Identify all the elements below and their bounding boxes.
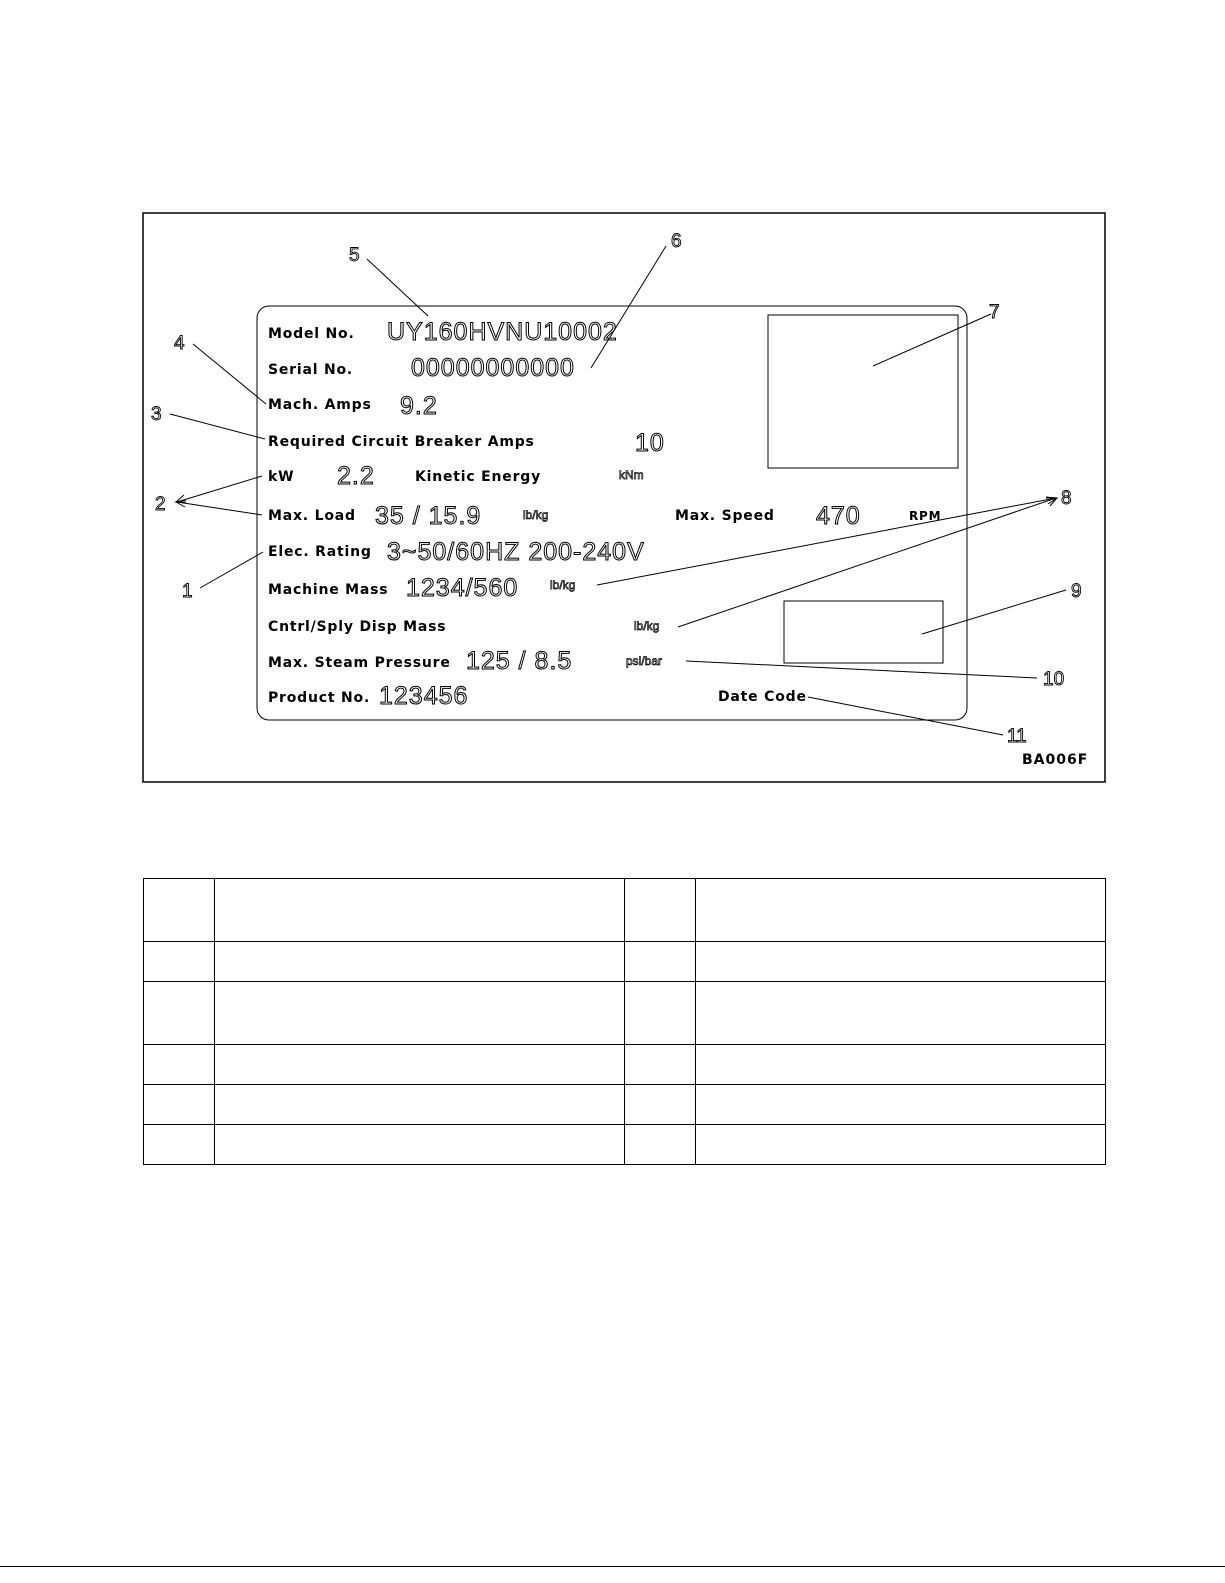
legend-item-number-cell [625, 1125, 696, 1165]
leader-1 [200, 552, 263, 588]
mach-amps-value: 9.2 [400, 392, 438, 420]
legend-item-description-cell [696, 1045, 1106, 1085]
callout-9: 9 [1071, 581, 1082, 602]
legend-item-description-cell [215, 1085, 625, 1125]
table-row [144, 982, 1106, 1045]
footer-rule [0, 1566, 1225, 1567]
product-value: 123456 [379, 682, 469, 710]
approval-box [784, 601, 943, 663]
breaker-label: Required Circuit Breaker Amps [268, 434, 535, 450]
legend-item-number-cell [625, 1045, 696, 1085]
legend-item-number-cell [144, 1085, 215, 1125]
logo-box [768, 315, 958, 468]
cntrl-mass-unit: lb/kg [634, 619, 660, 633]
table-row [144, 879, 1106, 942]
kinetic-energy-label: Kinetic Energy [415, 469, 542, 485]
legend-item-description-cell [215, 1125, 625, 1165]
leader-11 [808, 697, 1003, 735]
model-label: Model No. [268, 326, 355, 342]
legend-item-description-cell [696, 1085, 1106, 1125]
cntrl-mass-label: Cntrl/Sply Disp Mass [268, 619, 447, 635]
legend-item-description-cell [696, 942, 1106, 982]
legend-item-description-cell [215, 879, 625, 942]
date-code-label: Date Code [718, 689, 807, 705]
max-speed-unit: RPM [909, 509, 942, 523]
max-load-unit: lb/kg [523, 508, 549, 522]
figure-id: BA006F [1022, 752, 1089, 768]
steam-pressure-label: Max. Steam Pressure [268, 655, 451, 671]
elec-rating-label: Elec. Rating [268, 544, 372, 560]
steam-pressure-unit: psi/bar [626, 654, 663, 668]
leader-3 [170, 414, 265, 439]
max-load-label: Max. Load [268, 508, 356, 524]
table-row [144, 1125, 1106, 1165]
legend-item-number-cell [625, 942, 696, 982]
max-speed-label: Max. Speed [675, 508, 775, 524]
kw-label: kW [268, 469, 295, 485]
legend-item-number-cell [144, 1045, 215, 1085]
callout-2: 2 [155, 494, 166, 515]
machine-mass-unit: lb/kg [550, 578, 576, 592]
legend-item-description-cell [696, 1125, 1106, 1165]
leader-6 [591, 246, 666, 368]
breaker-value: 10 [635, 429, 665, 457]
legend-item-number-cell [625, 879, 696, 942]
model-value: UY160HVNU10002 [387, 318, 618, 346]
callout-7: 7 [989, 302, 1000, 323]
elec-rating-value: 3~50/60HZ 200-240V [387, 538, 645, 566]
legend-item-number-cell [144, 1125, 215, 1165]
table-row [144, 942, 1106, 982]
legend-table-body [144, 879, 1106, 1165]
leader-2b [177, 502, 262, 515]
legend-item-description-cell [215, 1045, 625, 1085]
kinetic-energy-unit: kNm [619, 468, 644, 482]
legend-item-description-cell [696, 982, 1106, 1045]
callout-6: 6 [671, 231, 682, 252]
legend-item-number-cell [144, 942, 215, 982]
leader-4 [193, 344, 266, 404]
legend-item-number-cell [625, 1085, 696, 1125]
callout-11: 11 [1007, 726, 1027, 747]
callout-1: 1 [182, 581, 193, 602]
callout-3: 3 [151, 404, 162, 425]
kw-value: 2.2 [337, 462, 375, 490]
machine-mass-value: 1234/560 [406, 574, 519, 602]
leader-9 [922, 590, 1066, 634]
serial-value: 00000000000 [411, 354, 575, 382]
callout-10: 10 [1043, 669, 1065, 690]
legend-item-description-cell [215, 982, 625, 1045]
steam-pressure-value: 125 / 8.5 [466, 647, 573, 675]
legend-item-number-cell [625, 982, 696, 1045]
leader-5 [367, 259, 428, 316]
legend-item-number-cell [144, 879, 215, 942]
mach-amps-label: Mach. Amps [268, 397, 372, 413]
leader-2a [177, 476, 262, 502]
leader-7 [873, 314, 991, 366]
machine-mass-label: Machine Mass [268, 582, 389, 598]
leader-10 [686, 661, 1037, 678]
callout-5: 5 [349, 245, 360, 266]
max-load-value: 35 / 15.9 [375, 502, 482, 530]
legend-item-description-cell [215, 942, 625, 982]
legend-item-description-cell [696, 879, 1106, 942]
callout-8: 8 [1061, 488, 1072, 509]
callout-4: 4 [174, 333, 185, 354]
legend-item-number-cell [144, 982, 215, 1045]
product-label: Product No. [268, 690, 371, 706]
table-row [144, 1085, 1106, 1125]
legend-table [143, 878, 1106, 1165]
max-speed-value: 470 [816, 502, 861, 530]
table-row [144, 1045, 1106, 1085]
serial-label: Serial No. [268, 362, 354, 378]
